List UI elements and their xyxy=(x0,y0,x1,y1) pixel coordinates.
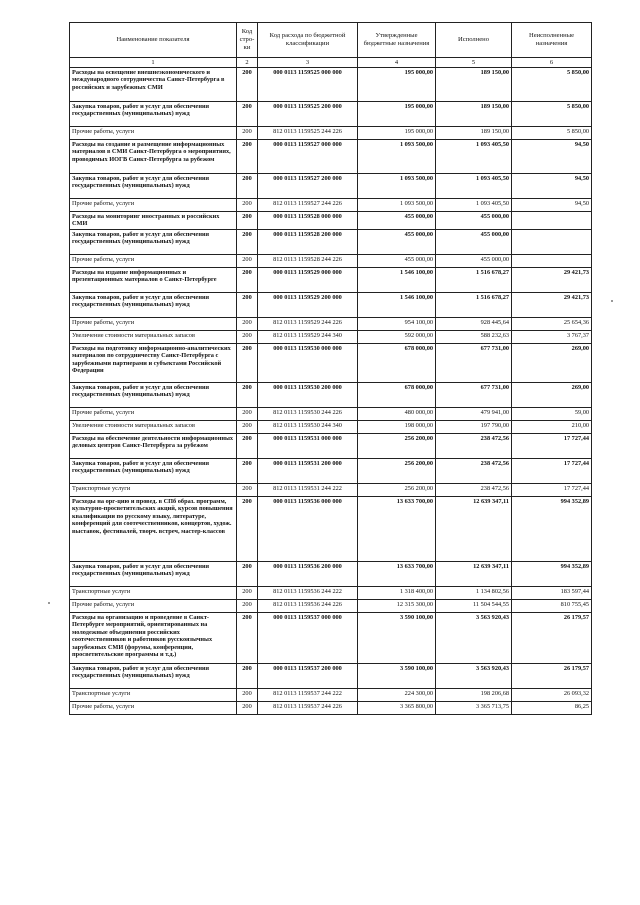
table-row xyxy=(70,255,592,268)
row-line: 200 xyxy=(237,421,258,434)
row-executed: 928 445,64 xyxy=(436,318,512,331)
table-row xyxy=(70,230,592,255)
row-unexecuted: 269,00 xyxy=(512,383,592,408)
header-expense-code: Код расхода по бюджетной классификации xyxy=(258,23,358,58)
row-line: 200 xyxy=(237,331,258,344)
budget-execution-table xyxy=(69,22,592,715)
row-name: Прочие работы, услуги xyxy=(70,318,237,331)
row-approved: 256 200,00 xyxy=(358,434,436,459)
table-row xyxy=(70,689,592,702)
row-executed: 455 000,00 xyxy=(436,230,512,255)
row-line: 200 xyxy=(237,434,258,459)
row-approved: 13 633 700,00 xyxy=(358,562,436,587)
row-executed: 11 504 544,55 xyxy=(436,600,512,613)
row-code: 000 0113 1159529 200 000 xyxy=(258,293,358,318)
table-row xyxy=(70,199,592,212)
header-number: 3 xyxy=(258,58,358,68)
row-executed: 455 000,00 xyxy=(436,255,512,268)
row-approved: 1 318 400,00 xyxy=(358,587,436,600)
row-name: Прочие работы, услуги xyxy=(70,600,237,613)
row-name: Закупка товаров, работ и услуг для обеспечения государственных (муниципальных) нужд xyxy=(70,562,237,587)
row-name: Закупка товаров, работ и услуг для обеспечения государственных (муниципальных) нужд xyxy=(70,293,237,318)
row-approved: 954 100,00 xyxy=(358,318,436,331)
row-executed: 479 941,00 xyxy=(436,408,512,421)
row-code: 000 0113 1159530 200 000 xyxy=(258,383,358,408)
table-row xyxy=(70,174,592,199)
row-unexecuted: 17 727,44 xyxy=(512,434,592,459)
row-code: 000 0113 1159527 000 000 xyxy=(258,140,358,174)
row-approved: 256 200,00 xyxy=(358,484,436,497)
row-approved: 256 200,00 xyxy=(358,459,436,484)
table-row xyxy=(70,127,592,140)
header-number: 2 xyxy=(237,58,258,68)
row-line: 200 xyxy=(237,140,258,174)
header-unexecuted: Неисполненные назначения xyxy=(512,23,592,58)
row-unexecuted: 994 352,89 xyxy=(512,497,592,562)
row-executed: 1 093 405,50 xyxy=(436,140,512,174)
row-code: 000 0113 1159525 000 000 xyxy=(258,68,358,102)
row-approved: 455 000,00 xyxy=(358,230,436,255)
row-name: Транспортные услуги xyxy=(70,689,237,702)
row-name: Транспортные услуги xyxy=(70,484,237,497)
header-approved: Утвержденные бюджетные назначения xyxy=(358,23,436,58)
row-name: Расходы на создание и размещение информационных материалов в СМИ Санкт-Петербурга о мероприятиях, проводимых ИОГВ Санкт-Петербурга за рубежом xyxy=(70,140,237,174)
row-approved: 224 300,00 xyxy=(358,689,436,702)
row-unexecuted: 94,50 xyxy=(512,199,592,212)
row-name: Прочие работы, услуги xyxy=(70,255,237,268)
row-line: 200 xyxy=(237,664,258,689)
row-code: 812 0113 1159529 244 340 xyxy=(258,331,358,344)
row-name: Закупка товаров, работ и услуг для обеспечения государственных (муниципальных) нужд xyxy=(70,664,237,689)
table-row xyxy=(70,484,592,497)
table-row xyxy=(70,562,592,587)
row-line: 200 xyxy=(237,497,258,562)
table-row xyxy=(70,702,592,715)
row-executed: 1 516 678,27 xyxy=(436,293,512,318)
row-unexecuted: 210,00 xyxy=(512,421,592,434)
row-name: Закупка товаров, работ и услуг для обеспечения государственных (муниципальных) нужд xyxy=(70,230,237,255)
row-name: Увеличение стоимости материальных запасов xyxy=(70,421,237,434)
table-row xyxy=(70,600,592,613)
row-line: 200 xyxy=(237,255,258,268)
row-name: Расходы на организацию и проведение в Санкт-Петербурге мероприятий, ориентированных на молодежные объединения российских соотечественников и работников русскоязычных зарубежных СМИ (форумы, конференции, просветительские программы и т.д.) xyxy=(70,613,237,664)
row-code: 000 0113 1159531 200 000 xyxy=(258,459,358,484)
table-row xyxy=(70,383,592,408)
row-approved: 455 000,00 xyxy=(358,212,436,230)
row-code: 000 0113 1159525 200 000 xyxy=(258,102,358,127)
row-line: 200 xyxy=(237,459,258,484)
row-unexecuted: 86,25 xyxy=(512,702,592,715)
row-approved: 1 093 500,00 xyxy=(358,199,436,212)
row-executed: 238 472,56 xyxy=(436,484,512,497)
table-row xyxy=(70,434,592,459)
table-row xyxy=(70,140,592,174)
row-code: 812 0113 1159529 244 226 xyxy=(258,318,358,331)
row-code: 812 0113 1159530 244 340 xyxy=(258,421,358,434)
row-unexecuted: 810 755,45 xyxy=(512,600,592,613)
row-unexecuted: 94,50 xyxy=(512,174,592,199)
row-approved: 1 546 100,00 xyxy=(358,293,436,318)
row-unexecuted: 26 179,57 xyxy=(512,664,592,689)
row-unexecuted: 3 767,37 xyxy=(512,331,592,344)
row-name: Закупка товаров, работ и услуг для обеспечения государственных (муниципальных) нужд xyxy=(70,383,237,408)
row-unexecuted: 5 850,00 xyxy=(512,102,592,127)
row-executed: 238 472,56 xyxy=(436,459,512,484)
row-approved: 195 000,00 xyxy=(358,127,436,140)
scan-speck xyxy=(611,300,613,302)
row-name: Расходы на подготовку информационно-аналитических материалов по сотрудничеству Санкт-Петербурга с зарубежными партнерами и субъектами Российской Федерации xyxy=(70,344,237,383)
row-name: Прочие работы, услуги xyxy=(70,702,237,715)
row-approved: 678 000,00 xyxy=(358,383,436,408)
row-line: 200 xyxy=(237,689,258,702)
row-executed: 238 472,56 xyxy=(436,434,512,459)
table-row xyxy=(70,68,592,102)
row-line: 200 xyxy=(237,268,258,293)
row-line: 200 xyxy=(237,199,258,212)
table-row xyxy=(70,344,592,383)
header-number-row xyxy=(70,58,592,68)
row-name: Закупка товаров, работ и услуг для обеспечения государственных (муниципальных) нужд xyxy=(70,459,237,484)
row-unexecuted: 183 597,44 xyxy=(512,587,592,600)
row-unexecuted: 29 421,73 xyxy=(512,293,592,318)
row-name: Прочие работы, услуги xyxy=(70,127,237,140)
row-unexecuted: 5 850,00 xyxy=(512,127,592,140)
row-executed: 455 000,00 xyxy=(436,212,512,230)
row-code: 812 0113 1159536 244 226 xyxy=(258,600,358,613)
row-line: 200 xyxy=(237,318,258,331)
row-unexecuted: 269,00 xyxy=(512,344,592,383)
row-line: 200 xyxy=(237,230,258,255)
row-code: 000 0113 1159530 000 000 xyxy=(258,344,358,383)
row-unexecuted xyxy=(512,212,592,230)
row-code: 000 0113 1159536 000 000 xyxy=(258,497,358,562)
row-name: Прочие работы, услуги xyxy=(70,408,237,421)
row-executed: 1 516 678,27 xyxy=(436,268,512,293)
row-executed: 12 639 347,11 xyxy=(436,562,512,587)
header-line-code: Код стро-ки xyxy=(237,23,258,58)
row-approved: 13 633 700,00 xyxy=(358,497,436,562)
table-row xyxy=(70,408,592,421)
row-approved: 3 590 100,00 xyxy=(358,613,436,664)
row-line: 200 xyxy=(237,212,258,230)
row-code: 000 0113 1159537 200 000 xyxy=(258,664,358,689)
row-name: Закупка товаров, работ и услуг для обеспечения государственных (муниципальных) нужд xyxy=(70,174,237,199)
row-code: 000 0113 1159536 200 000 xyxy=(258,562,358,587)
row-line: 200 xyxy=(237,174,258,199)
header-name: Наименование показателя xyxy=(70,23,237,58)
row-line: 200 xyxy=(237,484,258,497)
row-executed: 1 134 802,56 xyxy=(436,587,512,600)
row-code: 812 0113 1159528 244 226 xyxy=(258,255,358,268)
table-row xyxy=(70,459,592,484)
row-unexecuted: 59,00 xyxy=(512,408,592,421)
row-unexecuted: 26 179,57 xyxy=(512,613,592,664)
table-row xyxy=(70,268,592,293)
row-unexecuted: 17 727,44 xyxy=(512,484,592,497)
row-code: 000 0113 1159528 000 000 xyxy=(258,212,358,230)
row-unexecuted: 17 727,44 xyxy=(512,459,592,484)
row-unexecuted: 994 352,89 xyxy=(512,562,592,587)
header-number: 4 xyxy=(358,58,436,68)
table-row xyxy=(70,497,592,562)
table-row xyxy=(70,421,592,434)
row-executed: 198 206,68 xyxy=(436,689,512,702)
row-unexecuted: 29 421,73 xyxy=(512,268,592,293)
row-executed: 1 093 405,50 xyxy=(436,199,512,212)
row-code: 000 0113 1159529 000 000 xyxy=(258,268,358,293)
row-approved: 1 093 500,00 xyxy=(358,174,436,199)
row-name: Расходы на мониторинг иностранных и российских СМИ xyxy=(70,212,237,230)
row-line: 200 xyxy=(237,102,258,127)
row-name: Закупка товаров, работ и услуг для обеспечения государственных (муниципальных) нужд xyxy=(70,102,237,127)
row-executed: 3 365 713,75 xyxy=(436,702,512,715)
row-unexecuted: 5 850,00 xyxy=(512,68,592,102)
row-approved: 198 000,00 xyxy=(358,421,436,434)
table-row xyxy=(70,331,592,344)
row-executed: 588 232,63 xyxy=(436,331,512,344)
row-executed: 12 639 347,11 xyxy=(436,497,512,562)
row-unexecuted: 25 654,36 xyxy=(512,318,592,331)
row-name: Расходы на орг-цию и провед. в СПб образ. программ, культурно-просветительских акций, курсов повышения квалификации по русскому языку, литературе, конференций для соотечественников, концертов, худож. выставок, фестивалей, творч. встреч, мастер-классов xyxy=(70,497,237,562)
row-executed: 3 563 920,43 xyxy=(436,613,512,664)
row-approved: 678 000,00 xyxy=(358,344,436,383)
table-row xyxy=(70,212,592,230)
row-executed: 189 150,00 xyxy=(436,102,512,127)
row-approved: 3 365 800,00 xyxy=(358,702,436,715)
header-number: 1 xyxy=(70,58,237,68)
row-code: 812 0113 1159530 244 226 xyxy=(258,408,358,421)
row-code: 000 0113 1159531 000 000 xyxy=(258,434,358,459)
row-executed: 189 150,00 xyxy=(436,68,512,102)
row-unexecuted xyxy=(512,255,592,268)
row-unexecuted: 26 093,32 xyxy=(512,689,592,702)
row-code: 000 0113 1159537 000 000 xyxy=(258,613,358,664)
row-code: 000 0113 1159528 200 000 xyxy=(258,230,358,255)
row-line: 200 xyxy=(237,702,258,715)
row-approved: 455 000,00 xyxy=(358,255,436,268)
row-code: 812 0113 1159525 244 226 xyxy=(258,127,358,140)
table-row xyxy=(70,102,592,127)
row-approved: 3 590 100,00 xyxy=(358,664,436,689)
table-row xyxy=(70,293,592,318)
row-code: 000 0113 1159527 200 000 xyxy=(258,174,358,199)
header-executed: Исполнено xyxy=(436,23,512,58)
table-row xyxy=(70,587,592,600)
row-line: 200 xyxy=(237,562,258,587)
header-number: 6 xyxy=(512,58,592,68)
row-executed: 197 790,00 xyxy=(436,421,512,434)
row-code: 812 0113 1159527 244 226 xyxy=(258,199,358,212)
header-row xyxy=(70,23,592,58)
row-executed: 1 093 405,50 xyxy=(436,174,512,199)
row-line: 200 xyxy=(237,344,258,383)
row-unexecuted xyxy=(512,230,592,255)
row-approved: 12 315 300,00 xyxy=(358,600,436,613)
row-name: Расходы на обеспечение деятельности информационных деловых центров Санкт-Петербурга за рубежом xyxy=(70,434,237,459)
row-line: 200 xyxy=(237,613,258,664)
row-line: 200 xyxy=(237,293,258,318)
row-code: 812 0113 1159537 244 226 xyxy=(258,702,358,715)
row-approved: 195 000,00 xyxy=(358,102,436,127)
row-executed: 3 563 920,43 xyxy=(436,664,512,689)
row-approved: 592 000,00 xyxy=(358,331,436,344)
row-line: 200 xyxy=(237,587,258,600)
row-unexecuted: 94,50 xyxy=(512,140,592,174)
row-code: 812 0113 1159536 244 222 xyxy=(258,587,358,600)
scan-speck xyxy=(48,602,50,604)
row-line: 200 xyxy=(237,600,258,613)
row-executed: 677 731,00 xyxy=(436,383,512,408)
table-row xyxy=(70,664,592,689)
table-body xyxy=(70,68,592,715)
row-name: Транспортные услуги xyxy=(70,587,237,600)
row-executed: 677 731,00 xyxy=(436,344,512,383)
table-row xyxy=(70,613,592,664)
row-code: 812 0113 1159537 244 222 xyxy=(258,689,358,702)
row-approved: 195 000,00 xyxy=(358,68,436,102)
row-approved: 1 093 500,00 xyxy=(358,140,436,174)
row-name: Расходы на освещение внешнеэкономического и международного сотрудничества Санкт-Петербурга в российских и зарубежных СМИ xyxy=(70,68,237,102)
row-line: 200 xyxy=(237,127,258,140)
row-name: Прочие работы, услуги xyxy=(70,199,237,212)
row-name: Увеличение стоимости материальных запасов xyxy=(70,331,237,344)
table-row xyxy=(70,318,592,331)
row-line: 200 xyxy=(237,383,258,408)
row-code: 812 0113 1159531 244 222 xyxy=(258,484,358,497)
row-line: 200 xyxy=(237,408,258,421)
row-approved: 1 546 100,00 xyxy=(358,268,436,293)
row-line: 200 xyxy=(237,68,258,102)
row-approved: 480 000,00 xyxy=(358,408,436,421)
row-name: Расходы на издание информационных и презентационных материалов о Санкт-Петербурге xyxy=(70,268,237,293)
row-executed: 189 150,00 xyxy=(436,127,512,140)
header-number: 5 xyxy=(436,58,512,68)
